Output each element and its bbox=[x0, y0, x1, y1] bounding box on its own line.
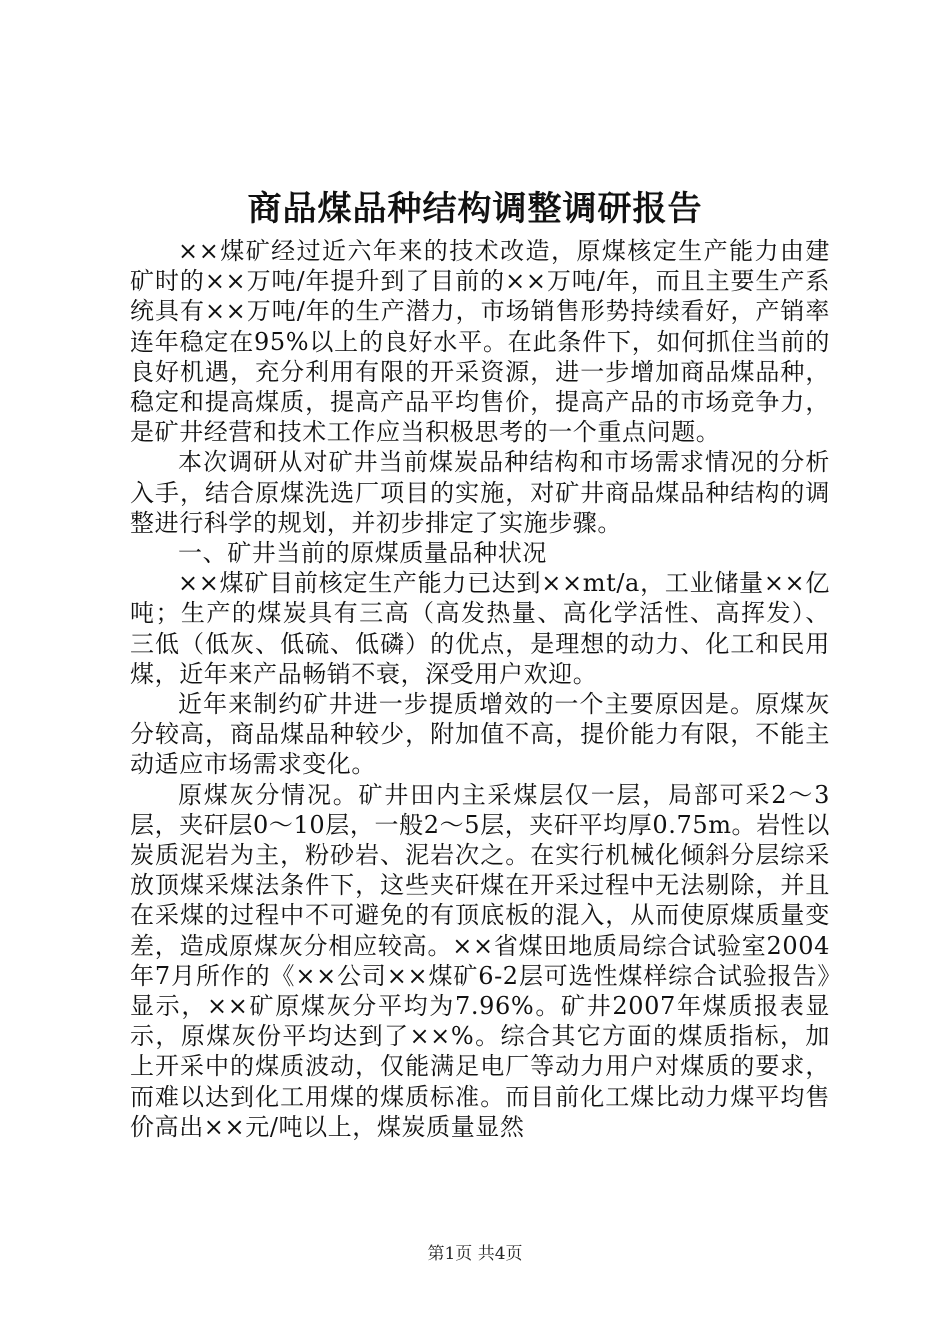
paragraph-intro: ××煤矿经过近六年来的技术改造，原煤核定生产能力由建矿时的××万吨/年提升到了目前的××万吨/年，而且主要生产系统具有××万吨/年的生产潜力，市场销售形势持续看好，产销率连年稳定在95%以上的良好水平。在此条件下，如何抓住当前的良好机遇，充分利用有限的开采资源，进一步增加商品煤品种，稳定和提高煤质，提高产品平均售价，提高产品的市场竞争力，是矿井经营和技术工作应当积极思考的一个重点问题。 bbox=[130, 237, 830, 447]
paragraph-capacity: ××煤矿目前核定生产能力已达到××mt/a，工业储量××亿吨；生产的煤炭具有三高（高发热量、高化学活性、高挥发）、三低（低灰、低硫、低磷）的优点，是理想的动力、化工和民用煤，近年来产品畅销不衰，深受用户欢迎。 bbox=[130, 569, 830, 688]
paragraph-ash-content: 原煤灰分情况。矿井田内主采煤层仅一层，局部可采2～3层，夹矸层0～10层，一般2～5层，夹矸平均厚0.75m。岩性以炭质泥岩为主，粉砂岩、泥岩次之。在实行机械化倾斜分层综采放顶煤采煤法条件下，这些夹矸煤在开采过程中无法剔除，并且在采煤的过程中不可避免的有顶底板的混入，从而使原煤质量变差，造成原煤灰分相应较高。××省煤田地质局综合试验室2004年7月所作的《××公司××煤矿6-2层可选性煤样综合试验报告》显示，××矿原煤灰分平均为7.96%。矿井2007年煤质报表显示，原煤灰份平均达到了××%。综合其它方面的煤质指标，加上开采中的煤质波动，仅能满足电厂等动力用户对煤质的要求，而难以达到化工用煤的煤质标准。而目前化工煤比动力煤平均售价高出××元/吨以上，煤炭质量显然 bbox=[130, 780, 830, 1141]
paragraph-constraints: 近年来制约矿井进一步提质增效的一个主要原因是。原煤灰分较高，商品煤品种较少，附加值不高，提价能力有限，不能主动适应市场需求变化。 bbox=[130, 690, 830, 779]
document-title: 商品煤品种结构调整调研报告 bbox=[247, 189, 703, 229]
page-number-footer: 第1页 共4页 bbox=[427, 1244, 523, 1264]
paragraph-scope: 本次调研从对矿井当前煤炭品种结构和市场需求情况的分析入手，结合原煤洗选厂项目的实施，对矿井商品煤品种结构的调整进行科学的规划，并初步排定了实施步骤。 bbox=[130, 448, 830, 537]
section-heading-1: 一、矿井当前的原煤质量品种状况 bbox=[178, 539, 547, 568]
document-body bbox=[130, 236, 830, 1142]
